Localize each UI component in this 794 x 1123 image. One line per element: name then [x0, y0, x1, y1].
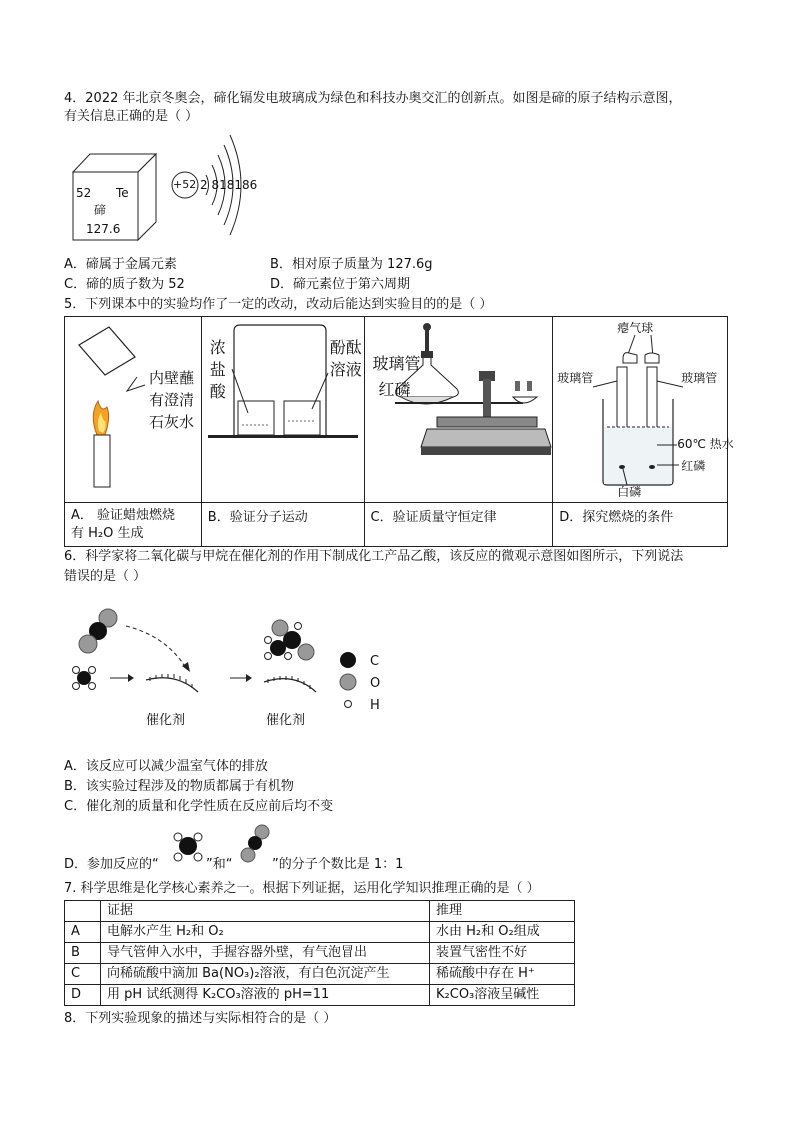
fig-a-label-3: 石灰水 — [149, 413, 195, 431]
q5-experiment-table — [64, 316, 734, 547]
q7-row-evidence: 用 pH 试纸测得 K₂CO₃溶液的 pH=11 — [101, 985, 430, 1006]
q5-caption-a-cell — [65, 503, 202, 547]
q7-row-reasoning: K₂CO₃溶液呈碱性 — [430, 985, 575, 1006]
q6-option-a: A．该反应可以减少温室气体的排放 — [64, 759, 268, 774]
q7-header-evidence: 证据 — [101, 901, 430, 922]
fig-b-label-acid-1: 浓 — [209, 338, 226, 357]
q5-caption-a-2: 有 H₂O 生成 — [71, 526, 144, 541]
q7-stem: 7. 科学思维是化学核心素养之一。根据下列证据，运用化学知识推理正确的是（ ） — [64, 881, 540, 896]
q6-option-d-prefix: D．参加反应的“ — [64, 857, 159, 872]
q6-option-d-suffix: ”的分子个数比是 1：1 — [272, 857, 404, 872]
table-row — [65, 922, 575, 943]
q7-row-reasoning: 装置气密性不好 — [430, 943, 575, 964]
q5-caption-c-cell — [364, 503, 553, 547]
q4-option-b: B．相对原子质量为 127.6g — [270, 257, 433, 272]
element-number: 52 — [76, 186, 92, 200]
q7-header-blank — [65, 901, 101, 922]
q5-caption-a-1: A． 验证蜡烛燃烧 — [71, 508, 176, 523]
q5-figure-c — [364, 317, 553, 503]
q7-row-label: B — [65, 943, 101, 964]
q6-option-d-middle: ”和“ — [206, 857, 233, 872]
q4-stem-line1: 4．2022 年北京冬奥会，碲化镉发电玻璃成为绿色和科技办奥交汇的创新点。如图是碲的原子结构示意图， — [64, 91, 682, 106]
element-name: 碲 — [94, 203, 107, 217]
q6-stem-line1: 6．科学家将二氧化碳与甲烷在催化剂的作用下制成化工产品乙酸，该反应的微观示意图如图所示，下列说法 — [64, 549, 684, 564]
q5-caption-b-cell — [201, 503, 364, 547]
q7-table — [64, 900, 575, 1006]
q5-figure-d — [553, 317, 734, 503]
q7-row-label: D — [65, 985, 101, 1006]
electron-shells: 2 818186 — [200, 178, 258, 192]
nucleus-charge: +52 — [173, 178, 197, 191]
fig-b-label-phenol-2: 溶液 — [329, 360, 362, 379]
legend-oxygen: O — [370, 676, 381, 691]
legend-carbon: C — [370, 654, 380, 669]
table-row — [65, 985, 575, 1006]
table-row — [65, 943, 575, 964]
q7-row-evidence: 向稀硫酸中滴加 Ba(NO₃)₂溶液，有白色沉淀产生 — [101, 964, 430, 985]
element-mass: 127.6 — [86, 222, 121, 236]
table-row — [65, 964, 575, 985]
fig-a-label-2: 有澄清 — [149, 391, 195, 409]
q7-row-evidence: 电解水产生 H₂和 O₂ — [101, 922, 430, 943]
fig-d-label-hot-water: 60℃ 热水 — [677, 437, 734, 451]
element-symbol: Te — [116, 186, 129, 200]
q7-row-reasoning: 稀硫酸中存在 H⁺ — [430, 964, 575, 985]
catalyst-label-2: 催化剂 — [266, 713, 306, 728]
reaction-micro-diagram — [66, 600, 406, 710]
q5-caption-b: B．验证分子运动 — [207, 510, 308, 525]
q5-figure-b — [201, 317, 364, 503]
fig-d-label-tube-right: 玻璃管 — [681, 371, 718, 385]
methane-molecule-icon — [170, 828, 206, 866]
q7-row-label: A — [65, 922, 101, 943]
q6-stem-line2: 错误的是（ ） — [64, 569, 147, 584]
q6-option-c: C．催化剂的质量和化学性质在反应前后均不变 — [64, 799, 334, 814]
fig-c-label-glass-tube: 玻璃管 — [372, 354, 421, 373]
carbon-dioxide-molecule-icon — [236, 822, 272, 866]
q6-option-b: B．该实验过程涉及的物质都属于有机物 — [64, 779, 294, 794]
q7-row-evidence: 导气管伸入水中，手握容器外壁，有气泡冒出 — [101, 943, 430, 964]
catalyst-label-1: 催化剂 — [146, 713, 186, 728]
q5-figure-a — [65, 317, 202, 503]
q8-stem: 8．下列实验现象的描述与实际相符合的是（ ） — [64, 1011, 337, 1026]
fig-b-label-phenol-1: 酚酞 — [329, 338, 362, 357]
fig-c-label-red-phosphorus: 红磷 — [378, 380, 411, 399]
q7-header-reasoning: 推理 — [430, 901, 575, 922]
q4-option-c: C．碲的质子数为 52 — [64, 277, 185, 292]
q5-caption-d-cell — [553, 503, 728, 547]
legend-hydrogen: H — [370, 698, 380, 713]
fig-d-label-white-phosphorus: 白磷 — [617, 485, 642, 499]
fig-d-label-tube-left: 玻璃管 — [557, 371, 594, 385]
q7-row-label: C — [65, 964, 101, 985]
fig-a-label-1: 内壁蘸 — [149, 369, 195, 387]
q5-stem: 5．下列课本中的实验均作了一定的改动，改动后能达到实验目的的是（ ） — [64, 297, 493, 312]
q5-caption-c: C．验证质量守恒定律 — [370, 510, 497, 525]
fig-d-label-red-phosphorus: 红磷 — [681, 459, 706, 473]
q4-option-d: D．碲元素位于第六周期 — [270, 277, 411, 292]
q7-header-row — [65, 901, 575, 922]
fig-b-label-acid-3: 酸 — [209, 382, 226, 401]
q4-option-a: A．碲属于金属元素 — [64, 257, 177, 272]
q4-stem-line2: 有关信息正确的是（ ） — [64, 109, 199, 124]
q5-caption-d: D．探究燃烧的条件 — [559, 510, 674, 525]
fig-d-label-balloon: 瘪气球 — [617, 321, 654, 335]
q7-row-reasoning: 水由 H₂和 O₂组成 — [430, 922, 575, 943]
fig-b-label-acid-2: 盐 — [209, 360, 226, 379]
